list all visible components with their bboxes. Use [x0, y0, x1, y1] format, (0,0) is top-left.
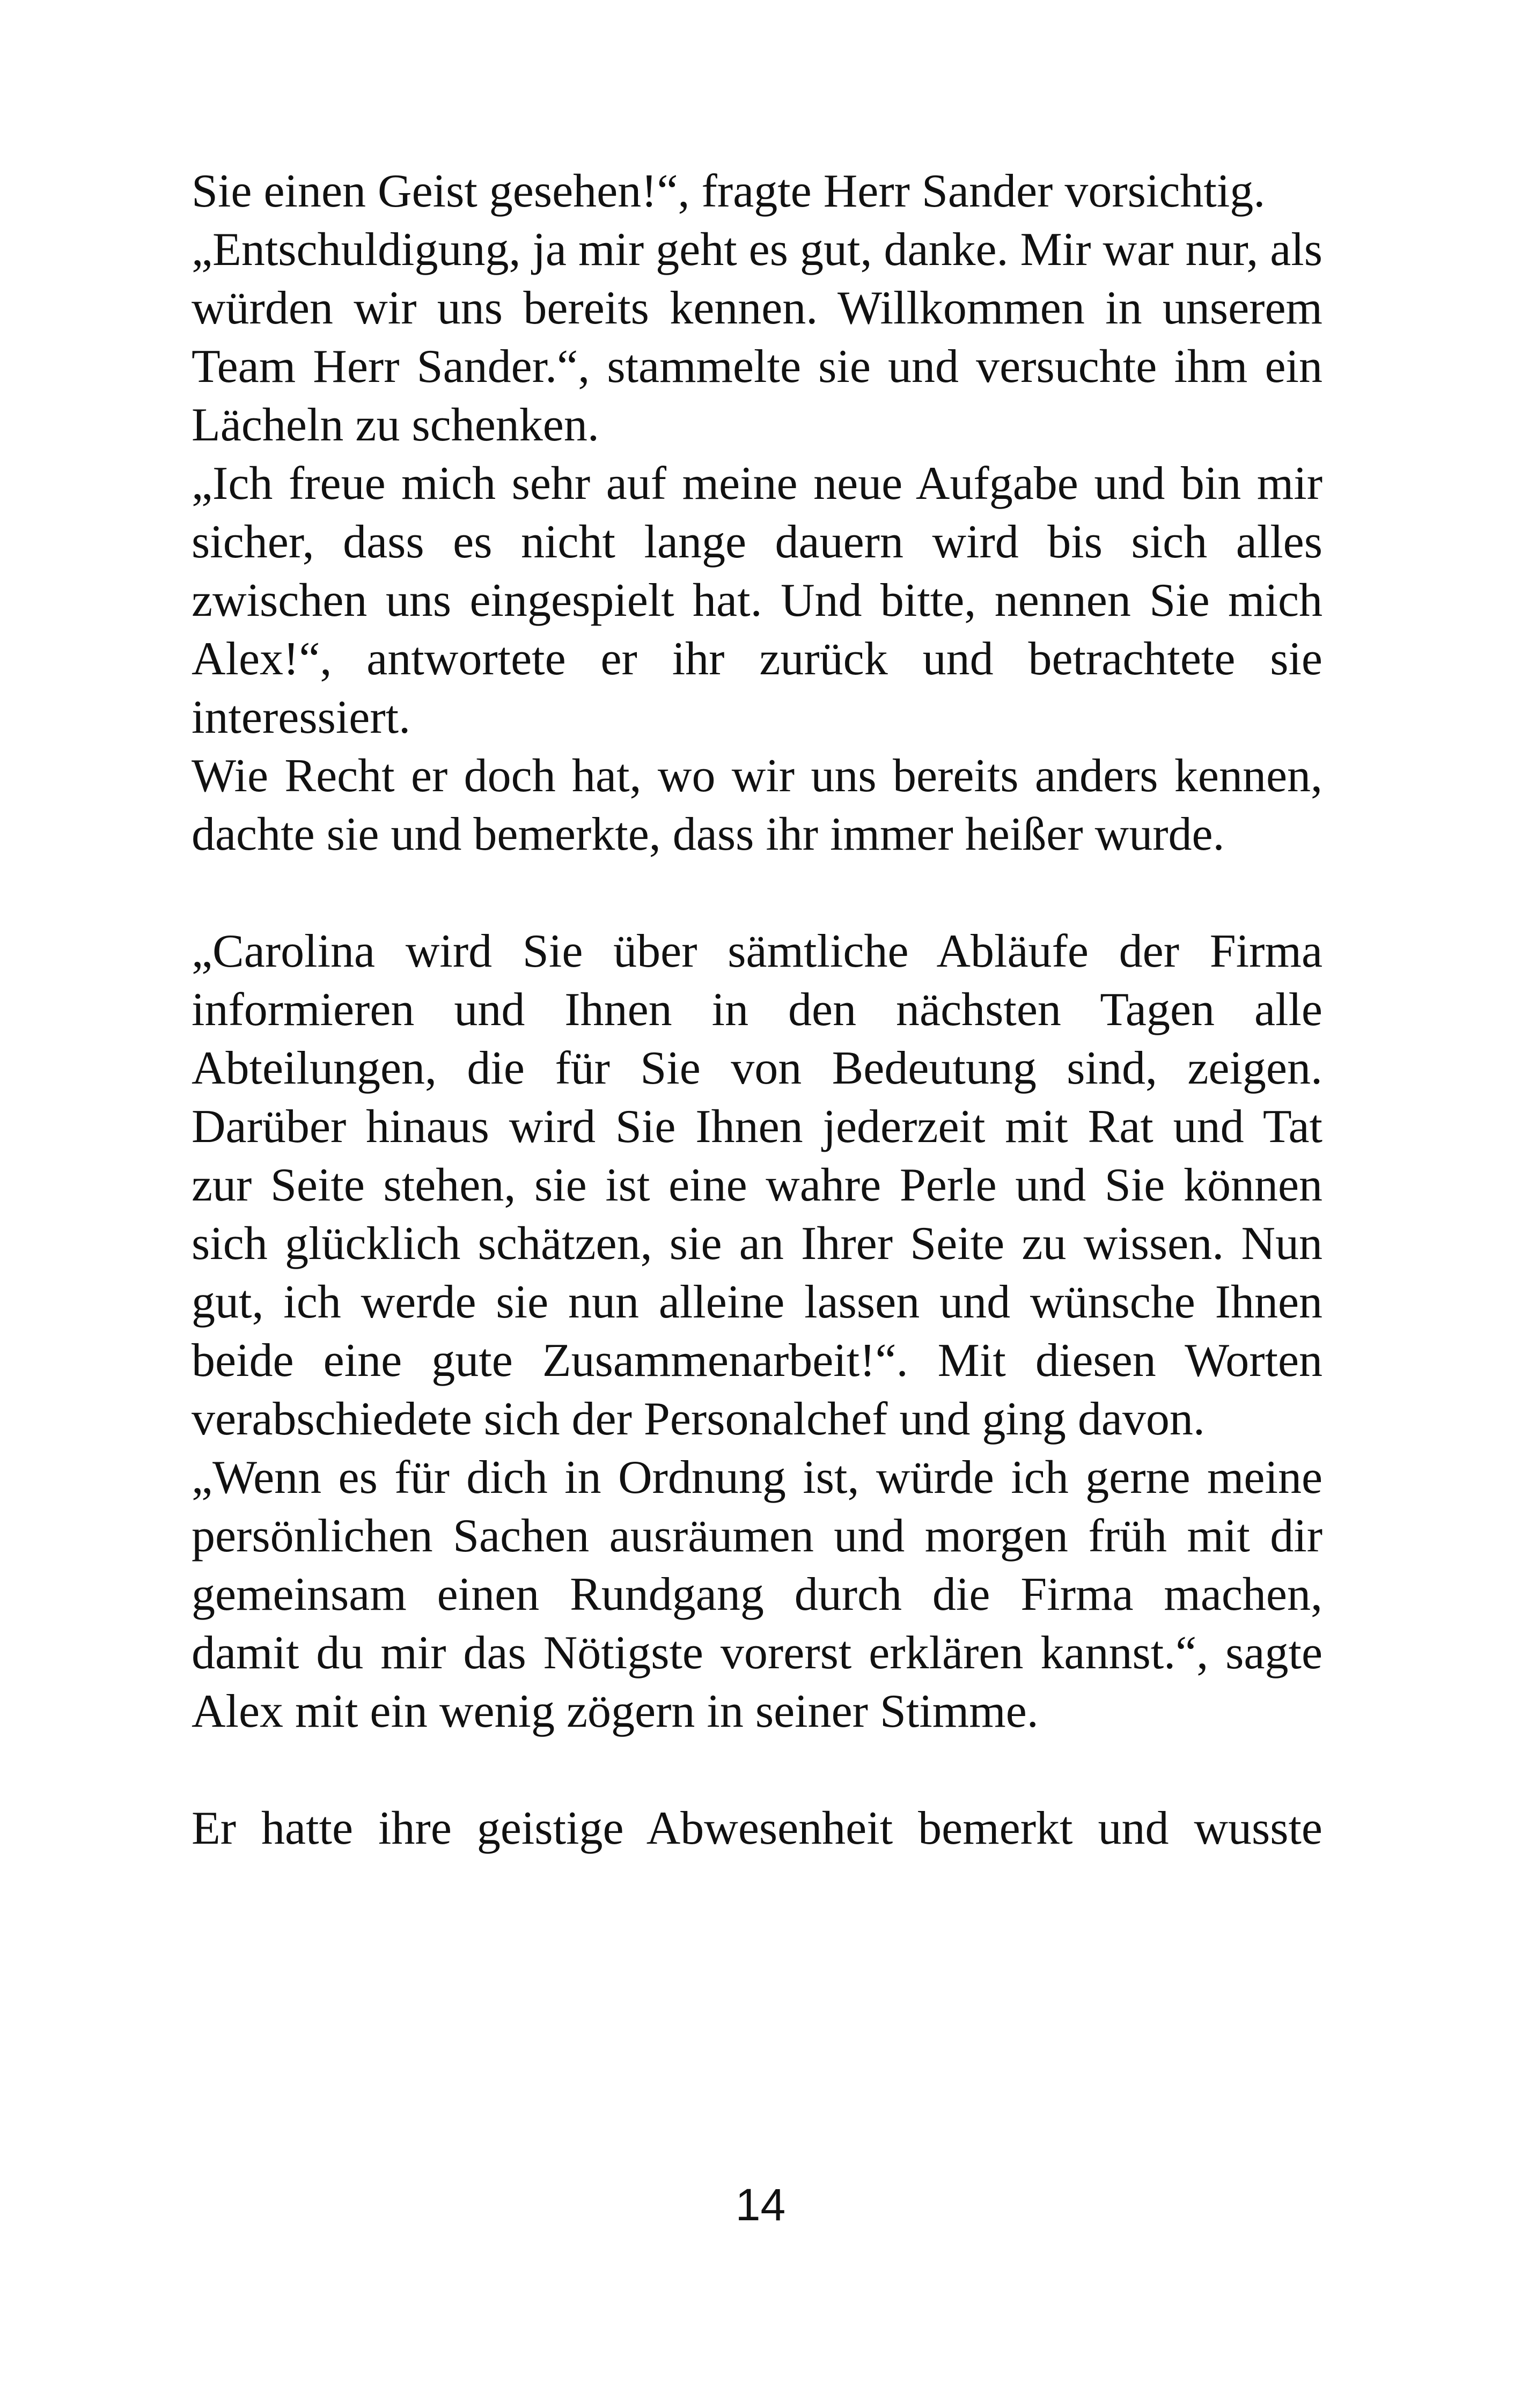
paragraph: „Ich freue mich sehr auf meine neue Aufgabe und bin mir sicher, dass es nicht lange dauern wird bis sich alles zwischen uns eingespielt hat. Und bitte, nennen Sie mich Alex!“, antwortete er ihr zurück und betrachtete sie interessiert. [192, 458, 1322, 743]
paragraph: „Entschuldigung, ja mir geht es gut, danke. Mir war nur, als würden wir uns bereits kennen. Willkommen in unserem Team Herr Sander.“, stammelte sie und versuchte ihm ein Lächeln zu schenken. [192, 224, 1323, 451]
body-text [192, 162, 1322, 1858]
paragraph: Sie einen Geist gesehen!“, fragte Herr Sander vorsichtig. [192, 165, 1266, 217]
paragraph-gap [192, 864, 1322, 922]
paragraph-gap [192, 1741, 1322, 1799]
paragraph: „Wenn es für dich in Ordnung ist, würde ich gerne meine persönlichen Sachen ausräumen und morgen früh mit dir gemeinsam einen Rundgang durch die Firma machen, damit du mir das Nötigste vorerst erklären kannst.“, sagte Alex mit ein wenig zögern in seiner Stimme. [192, 1452, 1322, 1737]
page-number: 14 [735, 2179, 786, 2230]
paragraph-last: Er hatte ihre geistige Abwesenheit bemerkt und wusste [192, 1802, 1322, 1854]
paragraph: „Carolina wird Sie über sämtliche Abläufe der Firma informieren und Ihnen in den nächsten Tagen alle Abteilungen, die für Sie von Bedeutung sind, zeigen. Darüber hinaus wird Sie Ihnen jederzeit mit Rat und Tat zur Seite stehen, sie ist eine wahre Perle und Sie können sich glücklich schätzen, sie an Ihrer Seite zu wissen. Nun gut, ich werde sie nun alleine lassen und wünsche Ihnen beide eine gute Zusammenarbeit!“. Mit diesen Worten verabschiedete sich der Personalchef und ging davon. [192, 925, 1322, 1445]
paragraph: Wie Recht er doch hat, wo wir uns bereits anders kennen, dachte sie und bemerkte, dass ihr immer heißer wurde. [192, 750, 1322, 860]
